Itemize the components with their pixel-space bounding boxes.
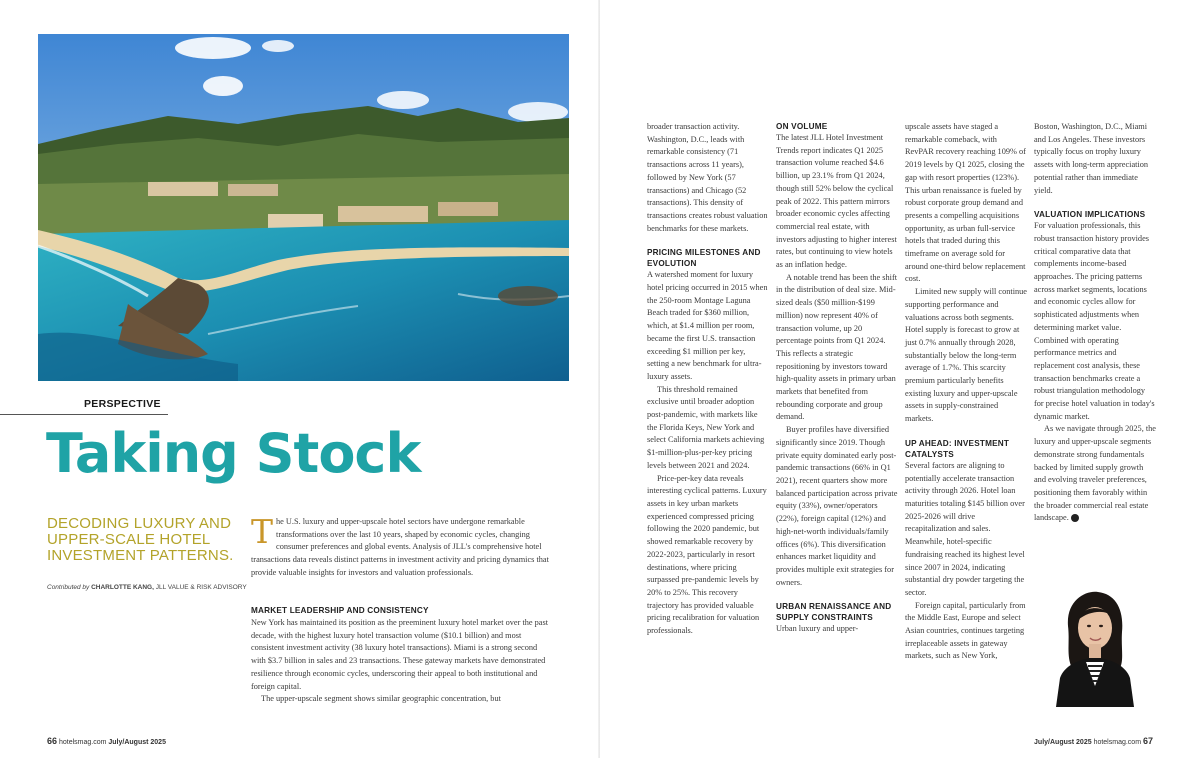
section-label: PERSPECTIVE xyxy=(84,398,161,410)
lead-paragraph xyxy=(251,512,553,580)
pricing-paragraph-1: A watershed moment for luxury hotel pricing occurred in 2015 when the 250-room Montage Laguna Beach traded for $360 million, which, at $1.4 million per room, became the first U.S. transaction exceeding $1 million per key, setting a new benchmark for ultra-luxury assets. xyxy=(647,270,768,381)
byline-prefix: Contributed by xyxy=(47,584,90,591)
col1-paragraph: broader transaction activity. Washington, D.C., leads with remarkable consistency (71 transactions across 11 years), followed by New York (57 transactions) and Chicago (52 transactions). This density of transactions creates robust valuation benchmarks for these markets. xyxy=(647,122,768,233)
col4-paragraph-1: Boston, Washington, D.C., Miami and Los Angeles. These investors typically focus on trophy luxury assets with long-term appreciation potential rather than immediate yield. xyxy=(1034,122,1149,195)
volume-paragraph-3: Buyer profiles have diversified significantly since 2019. Though private equity dominated early post-pandemic transactions (66% in Q1 2021), recent quarters show more balanced participation across private equity (33%), owner/operators (22%), foreign capital (12%) and high-net-worth individuals/family offices (6%). This diversification enhances market liquidity and provides multiple exit strategies for owners. xyxy=(776,425,898,587)
byline-name: CHARLOTTE KANG, xyxy=(91,584,154,591)
issue-right: July/August 2025 xyxy=(1034,739,1092,746)
column-1 xyxy=(647,121,769,638)
section-rule xyxy=(0,414,168,415)
folio-right xyxy=(1034,736,1153,746)
col3-paragraph-2: Limited new supply will continue supporting performance and valuations across both segments. Hotel supply is forecast to grow at just 0.7% annually through 2028, substantially below the long-term average of 1.7%. This scarcity premium particularly benefits existing luxury and upper-upscale assets in supply-constrained markets. xyxy=(905,287,1027,424)
market-body xyxy=(251,617,553,706)
volume-paragraph-1: The latest JLL Hotel Investment Trends report indicates Q1 2025 transaction volume reached $4.6 billion, up 23.1% from Q1 2024, though still 52% below the cyclical peak of 2022. This pattern mirrors broader economic cycles affecting commercial real estate, with investors adjusting to higher interest rates, but continuing to view hotels as an inflation hedge. xyxy=(776,133,897,270)
valuation-heading: VALUATION IMPLICATIONS xyxy=(1034,210,1146,220)
column-2 xyxy=(776,121,898,636)
valuation-paragraph-2-text: As we navigate through 2025, the luxury and upper-upscale segments demonstrate strong fundamentals backed by limited supply growth and evolving traveler preferences, positioning them favorably within the broader commercial real estate landscape. xyxy=(1034,424,1156,523)
col3-paragraph-1: upscale assets have staged a remarkable comeback, with RevPAR recovery reaching 109% of 2019 levels by Q1 2025, closing the gap with resort properties (123%). This urban renaissance is fueled by robust corporate group demand and presents a compelling acquisitions opportunity, as urban full-service hotels that traded during this timeframe on average sold for around one-third below replacement cost. xyxy=(905,122,1026,284)
author-portrait xyxy=(1050,586,1138,707)
column-4 xyxy=(1034,121,1156,525)
page-number-left: 66 xyxy=(47,736,58,746)
ahead-heading: UP AHEAD: INVESTMENT CATALYSTS xyxy=(905,438,1010,459)
byline-org: JLL VALUE & RISK ADVISORY xyxy=(155,584,247,591)
market-paragraph-1: New York has maintained its position as the preeminent luxury hotel market over the past decade, with the highest luxury hotel transaction volume ($10.1 billion) and most consistent investment activity (38 luxury hotel transactions). Miami is a strong second with $3.7 billion in sales and 23 transactions. These gateway markets have demonstrated resilience through economic cycles, underscoring their appeal to both institutional and foreign capital. xyxy=(251,618,549,691)
author-portrait-illustration xyxy=(1050,586,1138,707)
article-title: Taking Stock xyxy=(46,422,421,485)
market-paragraph-2: The upper-upscale segment shows similar geographic concentration, but xyxy=(261,694,501,704)
pricing-paragraph-3: Price-per-key data reveals interesting cyclical patterns. Luxury assets in key urban markets experienced compressed pricing following the 2020 pandemic, but showed remarkable recovery by 2022-2023, particularly in resort destinations, where pricing surpassed pre-pandemic levels by 20% to 25%. This recovery trajectory has provided valuable pricing recalibration for valuation professionals. xyxy=(647,473,767,636)
right-page xyxy=(600,0,1200,758)
valuation-paragraph-1: For valuation professionals, this robust transaction history provides critical comparative data that complements income-based approaches. The pricing patterns across market segments, locations and economic cycles allow for sophisticated adjustments when determining market value. Combined with operating performance metrics and replacement cost analysis, these transaction benchmarks create a robust triangulation methodology for precise hotel valuation in today's dynamic market. xyxy=(1034,221,1155,421)
folio-left xyxy=(47,736,166,746)
ahead-paragraph-1: Several factors are aligning to potentially accelerate transaction activity through 2026. Hotel loan maturities totaling $145 billion over 2025-2026 will drive recapitalization and sales. Meanwhile, hotel-specific fundraising reached its highest level since 2007 in 2024, indicating substantial dry powder targeting the sector. xyxy=(905,460,1025,597)
lead-text: he U.S. luxury and upper-upscale hotel sectors have undergone remarkable transformations over the last 10 years, shaped by economic cycles, changing consumer preferences and global events. Analysis of JLL's comprehensive hotel transactions data reveals distinct patterns in investment activity and pricing dynamics that provide valuable insights for investors and valuation professionals. xyxy=(251,517,549,577)
issue-left: July/August 2025 xyxy=(108,739,166,746)
ahead-paragraph-2: Foreign capital, particularly from the Middle East, Europe and select Asian countries, continues targeting irreplaceable assets in gateway markets, such as New York, xyxy=(905,600,1026,661)
market-heading: MARKET LEADERSHIP AND CONSISTENCY xyxy=(251,606,429,615)
valuation-paragraph-2 xyxy=(1034,423,1156,525)
urban-heading: URBAN RENAISSANCE AND SUPPLY CONSTRAINTS xyxy=(776,602,892,623)
byline xyxy=(47,584,247,591)
coastal-resort-illustration xyxy=(38,34,569,381)
site-name-right: hotelsmag.com xyxy=(1093,739,1142,746)
coastal-resort-photo xyxy=(38,34,569,381)
column-3 xyxy=(905,121,1027,663)
pricing-heading: PRICING MILESTONES AND EVOLUTION xyxy=(647,248,761,269)
hotels-endmark-icon: H xyxy=(1071,514,1079,522)
site-name-left: hotelsmag.com xyxy=(58,739,107,746)
drop-cap: T xyxy=(251,512,274,551)
urban-paragraph-start: Urban luxury and upper- xyxy=(776,624,859,634)
pricing-paragraph-2: This threshold remained exclusive until broader adoption post-pandemic, with markets like the Florida Keys, New York and select California markets achieving $1-million-plus-per-key pricing levels between 2021 and 2024. xyxy=(647,384,765,470)
volume-heading: ON VOLUME xyxy=(776,122,828,131)
volume-paragraph-2: A notable trend has been the shift in the distribution of deal size. Mid-sized deals ($50 million-$199 million) now represent 40% of transaction volume, up 20 percentage points from Q1 2024. This reflects a strategic repositioning by investors toward high-quality assets in primary urban markets that benefited from rebounding corporate and group demand. xyxy=(776,272,898,422)
article-deck: DECODING LUXURY AND UPPER-SCALE HOTEL INVESTMENT PATTERNS. xyxy=(47,515,234,564)
page-number-right: 67 xyxy=(1142,736,1153,746)
